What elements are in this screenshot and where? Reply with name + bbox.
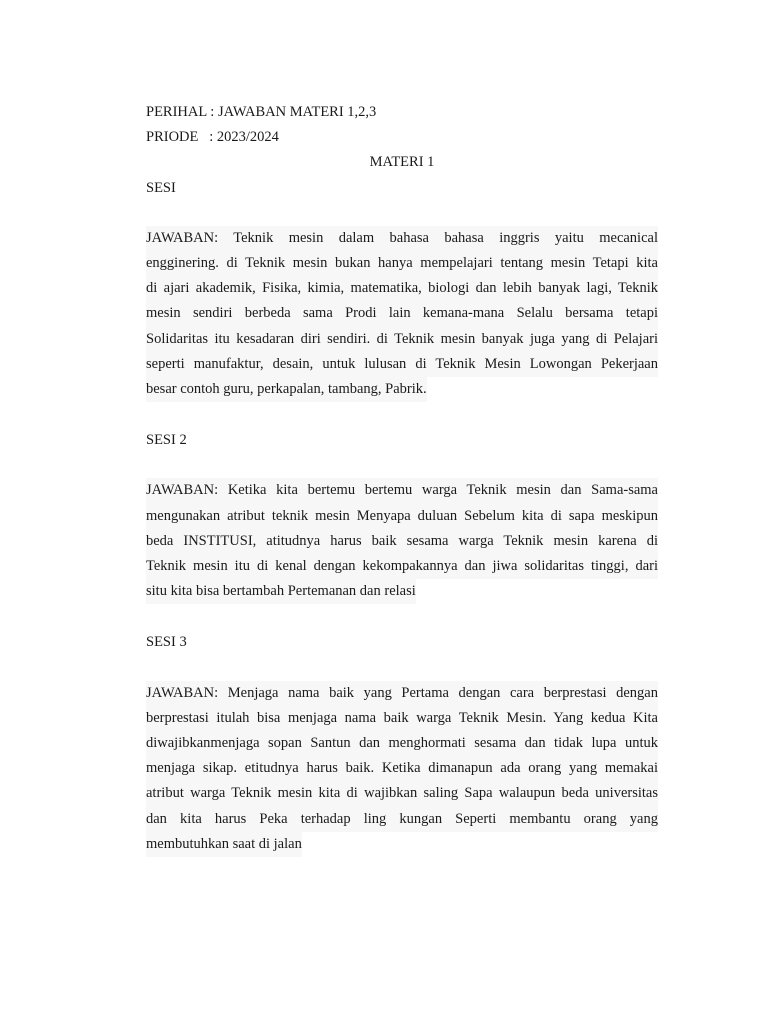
answer-paragraph-sesi-1 [146, 226, 658, 402]
answer-line: di ajari akademik, Fisika, kimia, matematika, biologi dan lebih banyak lagi, Teknik [146, 276, 658, 301]
answer-line: dan kita harus Peka terhadap ling kungan Seperti membantu orang yang [146, 807, 658, 832]
answer-paragraph-sesi-3 [146, 681, 658, 857]
priode-line: PRIODE : 2023/2024 [146, 129, 279, 146]
answer-line: engginering. di Teknik mesin bukan hanya mempelajari tentang mesin Tetapi kita [146, 251, 658, 276]
section-title-sesi-3: SESI 3 [146, 634, 187, 651]
answer-line: menjaga sikap. etitudnya harus baik. Ketika dimanapun ada orang yang memakai [146, 756, 658, 781]
answer-line: diwajibkanmenjaga sopan Santun dan menghormati sesama dan tidak lupa untuk [146, 731, 658, 756]
section-title-sesi-2: SESI 2 [146, 432, 187, 449]
answer-line: situ kita bisa bertambah Pertemanan dan relasi [146, 579, 416, 604]
materi-heading: MATERI 1 [369, 154, 435, 171]
answer-line: berprestasi itulah bisa menjaga nama baik warga Teknik Mesin. Yang kedua Kita [146, 706, 658, 731]
section-title-sesi-1: SESI [146, 179, 176, 196]
answer-line: JAWABAN: Menjaga nama baik yang Pertama dengan cara berprestasi dengan [146, 681, 658, 706]
answer-line: mesin sendiri berbeda sama Prodi lain kemana-mana Selalu bersama tetapi [146, 301, 658, 326]
answer-line: membutuhkan saat di jalan [146, 832, 302, 857]
answer-line: Solidaritas itu kesadaran diri sendiri. di Teknik mesin banyak juga yang di Pelajari [146, 327, 658, 352]
answer-line: Teknik mesin itu di kenal dengan kekompakannya dan jiwa solidaritas tinggi, dari [146, 554, 658, 579]
answer-line: seperti manufaktur, desain, untuk lulusan di Teknik Mesin Lowongan Pekerjaan [146, 352, 658, 377]
answer-line: mengunakan atribut teknik mesin Menyapa duluan Sebelum kita di sapa meskipun [146, 504, 658, 529]
document-body [146, 100, 658, 857]
answer-line: JAWABAN: Ketika kita bertemu bertemu warga Teknik mesin dan Sama-sama [146, 478, 658, 503]
answer-line: beda INSTITUSI, atitudnya harus baik sesama warga Teknik mesin karena di [146, 529, 658, 554]
answer-paragraph-sesi-2 [146, 478, 658, 604]
answer-line: atribut warga Teknik mesin kita di wajibkan saling Sapa walaupun beda universitas [146, 781, 658, 806]
answer-line: besar contoh guru, perkapalan, tambang, Pabrik. [146, 377, 427, 402]
perihal-line: PERIHAL : JAWABAN MATERI 1,2,3 [146, 104, 377, 120]
answer-line: JAWABAN: Teknik mesin dalam bahasa bahasa inggris yaitu mecanical [146, 226, 658, 251]
